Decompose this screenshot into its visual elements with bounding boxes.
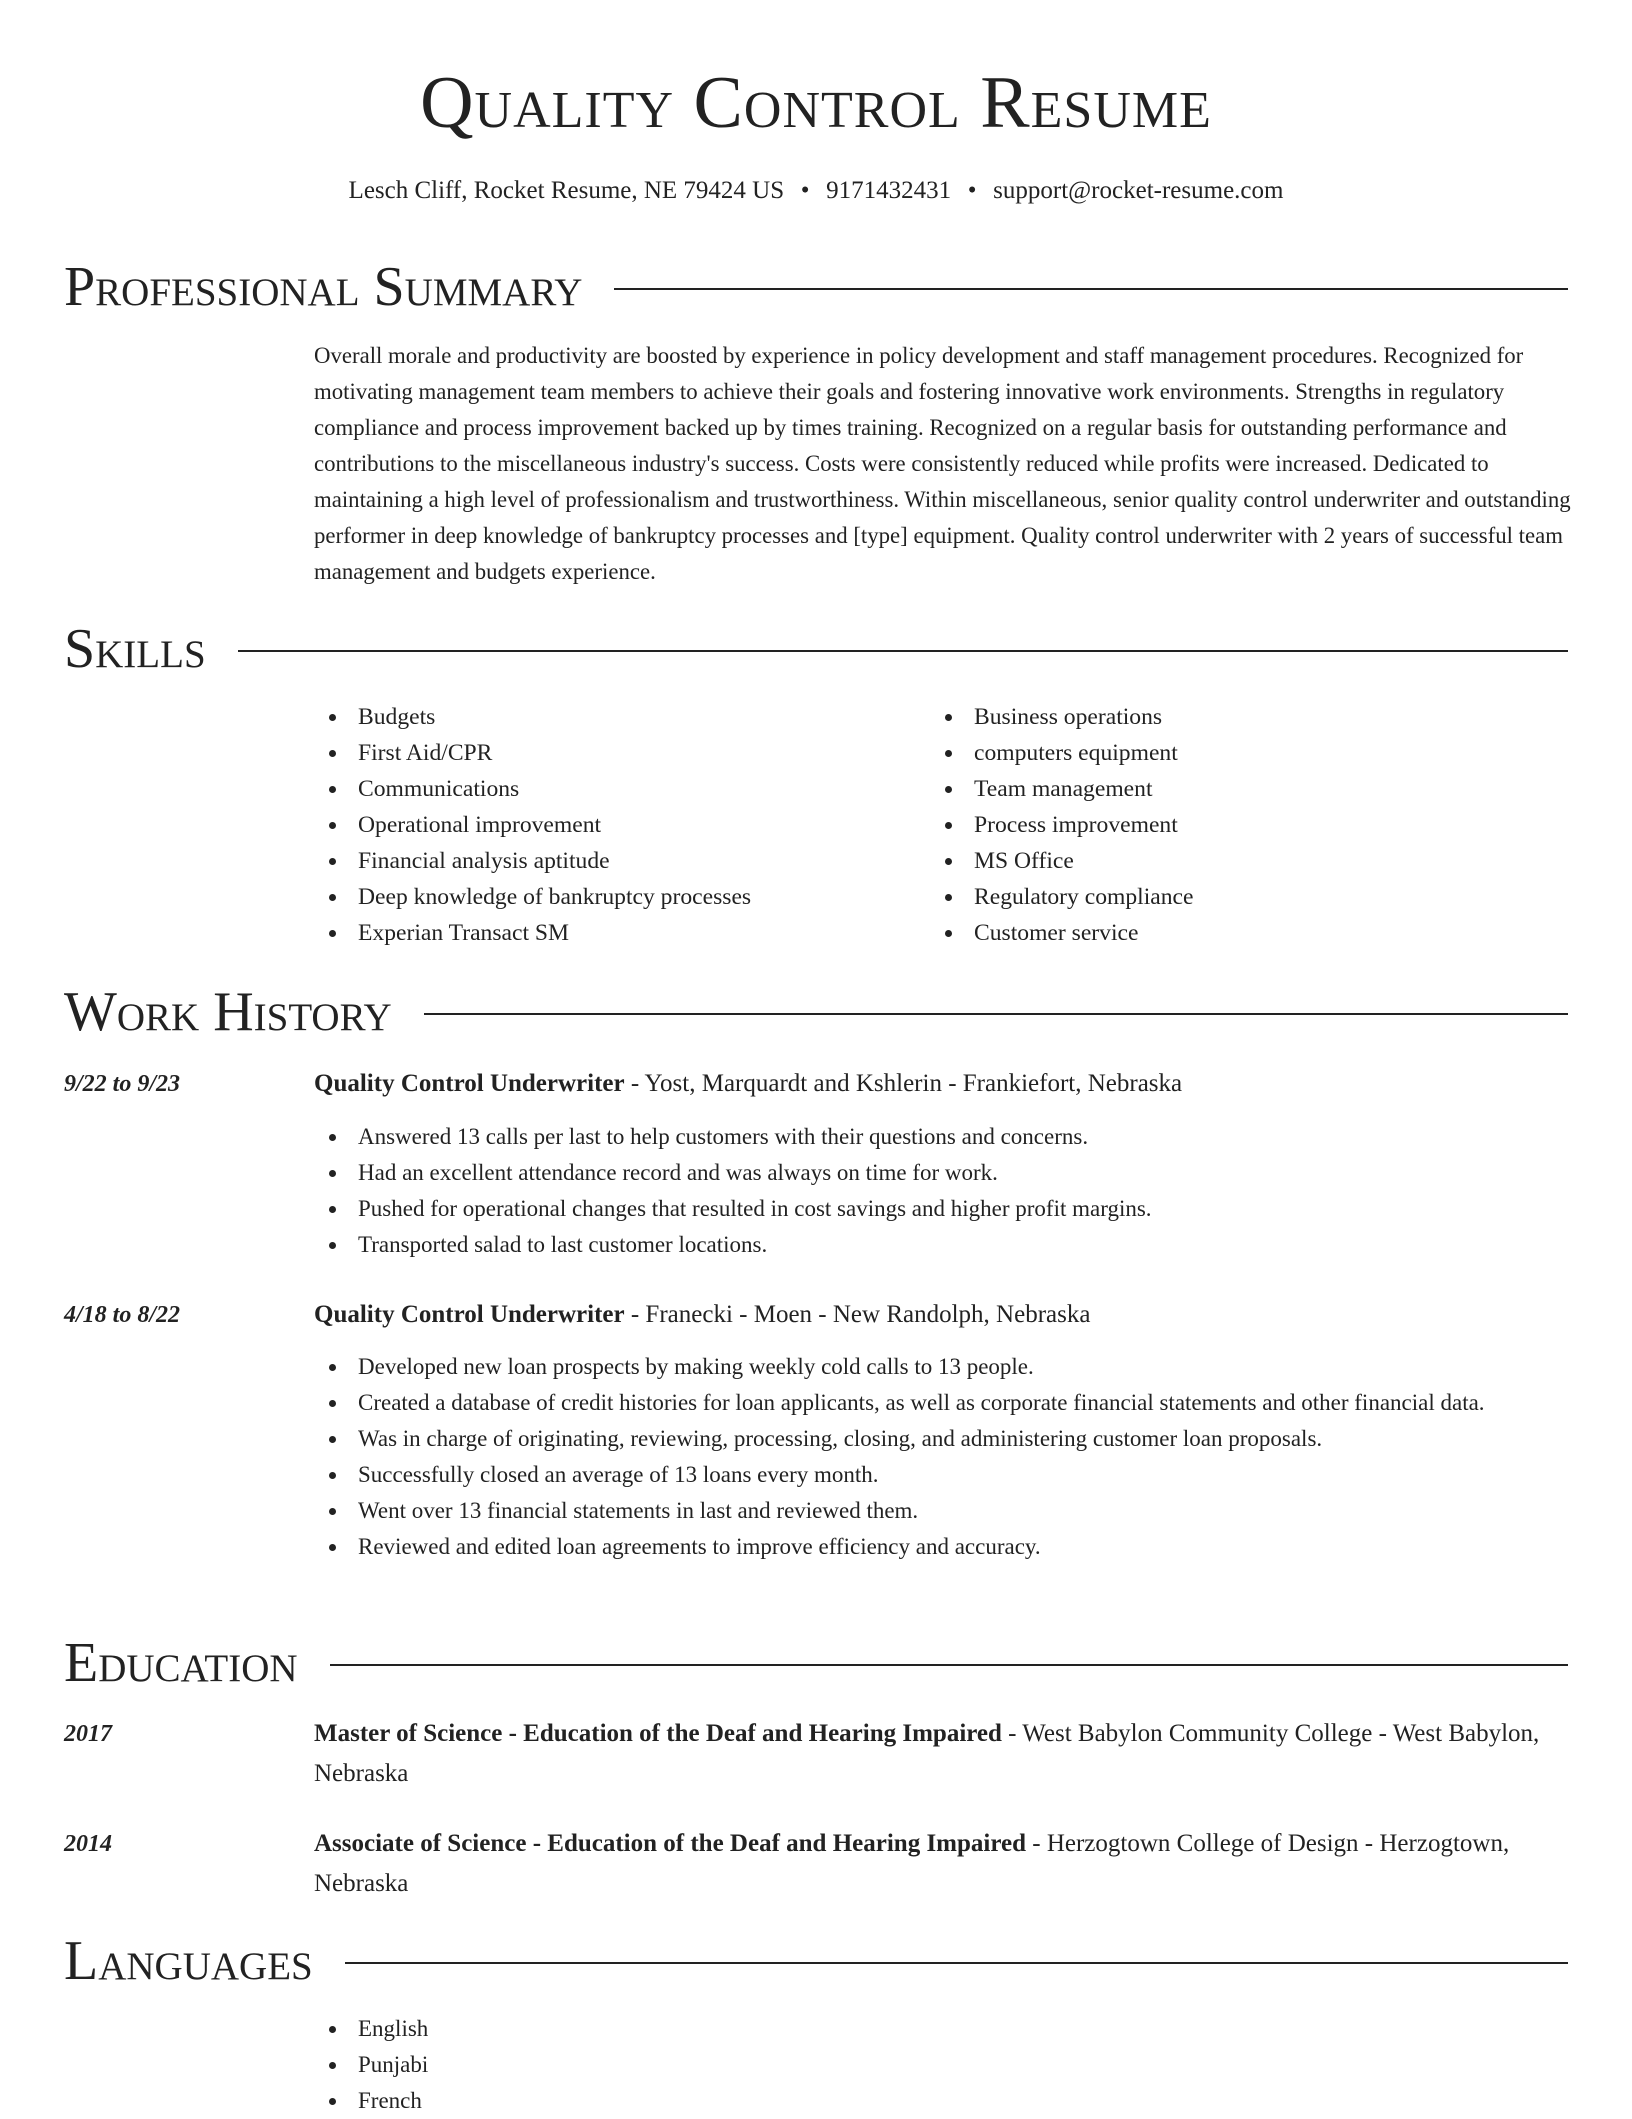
section-heading-languages (64, 1928, 1568, 1994)
job-bullet: Answered 13 calls per last to help customers with their questions and concerns. (314, 1119, 1576, 1155)
job-bullet: Created a database of credit histories for loan applicants, as well as corporate financial statements and other financial data. (314, 1385, 1576, 1421)
language-item: English (314, 2011, 1576, 2047)
language-item: French (314, 2083, 1576, 2119)
section-heading-education (64, 1630, 1568, 1696)
section-divider (345, 1962, 1568, 1964)
skill-item: Communications (314, 771, 914, 807)
section-divider (424, 1013, 1568, 1015)
skill-item: Operational improvement (314, 807, 914, 843)
job-bullet: Had an excellent attendance record and was always on time for work. (314, 1155, 1576, 1191)
section-heading-skills (64, 616, 1568, 682)
education-year: 2014 (64, 1831, 112, 1857)
languages-list (314, 2011, 1576, 2119)
section-heading-text: Professional Summary (64, 256, 583, 318)
job-company: - Franecki - Moen - New Randolph, Nebraska (624, 1301, 1091, 1328)
contact-separator: • (967, 177, 977, 204)
section-heading-text: Education (64, 1632, 298, 1694)
job-bullet: Pushed for operational changes that resulted in cost savings and higher profit margins. (314, 1191, 1576, 1227)
skill-item: Business operations (930, 699, 1550, 735)
section-heading-text: Skills (64, 618, 206, 680)
section-divider (614, 288, 1568, 290)
section-divider (330, 1664, 1568, 1666)
contact-phone: 9171432431 (826, 177, 952, 204)
skill-item: Customer service (930, 915, 1550, 951)
section-heading-text: Languages (64, 1930, 313, 1992)
education-degree: Master of Science - Education of the Deaf and Hearing Impaired (314, 1720, 1002, 1747)
skill-item: Financial analysis aptitude (314, 843, 914, 879)
skill-item: Experian Transact SM (314, 915, 914, 951)
skill-item: MS Office (930, 843, 1550, 879)
education-school: - Herzogtown College of Design - Herzogtown, Nebraska (314, 1830, 1510, 1897)
summary-text: Overall morale and productivity are boosted by experience in policy development and staff management procedures. Recognized for motivating management team members to achieve their goals and fostering innovative work environments. Strengths in regulatory compliance and process improvement backed up by times training. Recognized on a regular basis for outstanding performance and contributions to the miscellaneous industry's success. Costs were consistently reduced while profits were increased. Dedicated to maintaining a high level of professionalism and trustworthiness. Within miscellaneous, senior quality control underwriter and outstanding performer in deep knowledge of bankruptcy processes and [type] equipment. Quality control underwriter with 2 years of successful team management and budgets experience. (314, 343, 1571, 584)
job-dates: 9/22 to 9/23 (64, 1071, 181, 1097)
skill-item: First Aid/CPR (314, 735, 914, 771)
skill-item: Deep knowledge of bankruptcy processes (314, 879, 914, 915)
job-bullets (314, 1349, 1576, 1565)
skill-item: computers equipment (930, 735, 1550, 771)
section-divider (238, 650, 1568, 652)
skill-item: Regulatory compliance (930, 879, 1550, 915)
job-bullet: Developed new loan prospects by making weekly cold calls to 13 people. (314, 1349, 1576, 1385)
skill-item: Budgets (314, 699, 914, 735)
job-bullets (314, 1119, 1576, 1263)
job-bullet: Reviewed and edited loan agreements to improve efficiency and accuracy. (314, 1529, 1576, 1565)
skill-item: Team management (930, 771, 1550, 807)
contact-address: Lesch Cliff, Rocket Resume, NE 79424 US (348, 177, 785, 204)
skills-list-right (930, 699, 1550, 951)
contact-line (0, 174, 1632, 208)
section-heading-text: Work History (64, 981, 392, 1043)
job-heading (314, 1295, 1576, 1335)
education-degree: Associate of Science - Education of the Deaf and Hearing Impaired (314, 1830, 1026, 1857)
education-year: 2017 (64, 1721, 112, 1747)
job-bullet: Was in charge of originating, reviewing, processing, closing, and administering customer loan proposals. (314, 1421, 1576, 1457)
skills-list-left (314, 699, 914, 951)
education-entry (314, 1714, 1576, 1794)
job-bullet: Successfully closed an average of 13 loans every month. (314, 1457, 1576, 1493)
job-title: Quality Control Underwriter (314, 1070, 625, 1097)
section-heading-work (64, 979, 1568, 1045)
contact-email: support@rocket-resume.com (993, 177, 1284, 204)
language-item: Punjabi (314, 2047, 1576, 2083)
job-dates: 4/18 to 8/22 (64, 1302, 181, 1328)
education-school: - West Babylon Community College - West Babylon, Nebraska (314, 1720, 1540, 1787)
resume-title: Quality Control Resume (420, 62, 1212, 144)
skill-item: Process improvement (930, 807, 1550, 843)
job-heading (314, 1064, 1576, 1104)
job-company: - Yost, Marquardt and Kshlerin - Frankiefort, Nebraska (624, 1070, 1183, 1097)
job-title: Quality Control Underwriter (314, 1301, 625, 1328)
job-bullet: Transported salad to last customer locations. (314, 1227, 1576, 1263)
section-heading-summary (64, 254, 1568, 320)
job-bullet: Went over 13 financial statements in last and reviewed them. (314, 1493, 1576, 1529)
contact-separator: • (800, 177, 810, 204)
education-entry (314, 1824, 1576, 1904)
